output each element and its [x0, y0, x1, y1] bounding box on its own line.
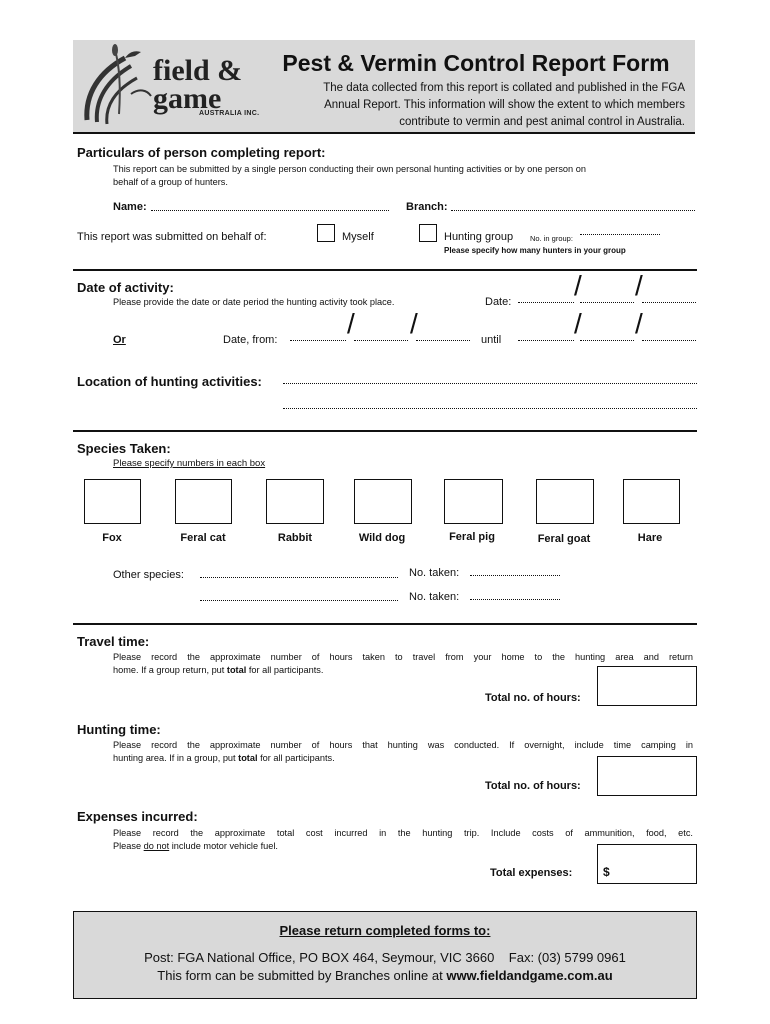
date-slash: /	[347, 308, 355, 339]
no-taken-label: No. taken:	[409, 591, 460, 603]
date-heading: Date of activity:	[77, 280, 174, 295]
date-slash: /	[574, 308, 582, 339]
intro-line: contribute to vermin and pest animal control in Australia.	[399, 116, 685, 128]
or-label: Or	[113, 334, 126, 346]
species-label-wild-dog: Wild dog	[358, 532, 406, 544]
desc-text: home. If a group return, put	[113, 665, 227, 675]
no-taken-field-2[interactable]	[470, 599, 560, 600]
fox-count-box[interactable]	[84, 479, 141, 524]
species-label-hare: Hare	[637, 532, 663, 544]
desc-text: hunting area. If in a group, put	[113, 753, 239, 763]
logo-text-australia: AUSTRALIA INC.	[199, 110, 260, 117]
other-species-field-2[interactable]	[200, 600, 398, 601]
travel-heading: Travel time:	[77, 634, 150, 649]
desc-text: for all participants.	[257, 753, 335, 763]
return-heading: Please return completed forms to:	[279, 923, 491, 938]
intro-line: Annual Report. This information will show the extent to which members	[324, 99, 685, 111]
form-title: Pest & Vermin Control Report Form	[282, 50, 670, 76]
other-species-field-1[interactable]	[200, 577, 398, 578]
group-hint: Please specify how many hunters in your group	[444, 246, 626, 255]
travel-hours-box[interactable]	[597, 666, 697, 706]
branch-field[interactable]	[451, 210, 695, 211]
date-label: Date:	[485, 296, 512, 308]
hunting-group-checkbox[interactable]	[419, 224, 437, 242]
desc-line: This report can be submitted by a single person conducting their own personal hunting activities or by one person on	[113, 164, 586, 174]
species-label-feral-cat: Feral cat	[180, 532, 226, 544]
date-slash: /	[635, 308, 643, 339]
location-heading: Location of hunting activities:	[77, 374, 262, 389]
from-year-field[interactable]	[416, 340, 470, 341]
form-header	[73, 40, 695, 134]
species-hint: Please specify numbers in each box	[113, 458, 266, 469]
until-label: until	[481, 334, 502, 346]
date-from-label: Date, from:	[223, 334, 278, 346]
expenses-box[interactable]	[597, 844, 697, 884]
desc-emphasis: total	[238, 753, 258, 763]
return-post-line: Post: FGA National Office, PO BOX 464, Seymour, VIC 3660 Fax: (03) 5799 0961	[144, 950, 626, 965]
no-in-group-label: No. in group:	[530, 234, 573, 243]
feral-goat-count-box[interactable]	[536, 479, 594, 524]
online-prefix: This form can be submitted by Branches online at	[157, 968, 447, 983]
form-intro	[263, 80, 685, 131]
currency-symbol: $	[603, 865, 610, 879]
intro-line: The data collected from this report is collated and published in the FGA	[323, 82, 685, 94]
species-label-fox: Fox	[102, 532, 122, 544]
date-month-field[interactable]	[580, 302, 634, 303]
name-field[interactable]	[151, 210, 389, 211]
feral-cat-count-box[interactable]	[175, 479, 232, 524]
hunting-hours-box[interactable]	[597, 756, 697, 796]
species-label-feral-goat: Feral goat	[537, 533, 591, 545]
logo-text-game: game	[153, 82, 222, 115]
section-divider	[73, 430, 697, 432]
fga-logo	[79, 44, 269, 128]
no-taken-label: No. taken:	[409, 567, 460, 579]
myself-checkbox[interactable]	[317, 224, 335, 242]
website-link[interactable]: www.fieldandgame.com.au	[446, 968, 613, 983]
location-field-2[interactable]	[283, 408, 697, 409]
until-month-field[interactable]	[580, 340, 634, 341]
species-label-rabbit: Rabbit	[277, 532, 313, 544]
no-taken-field-1[interactable]	[470, 575, 560, 576]
from-day-field[interactable]	[290, 340, 346, 341]
expenses-total-label: Total expenses:	[490, 867, 573, 879]
behalf-label: This report was submitted on behalf of:	[77, 231, 267, 243]
return-info-panel	[73, 911, 697, 999]
no-in-group-field[interactable]	[580, 234, 660, 235]
particulars-heading: Particulars of person completing report:	[77, 145, 326, 160]
desc-line: behalf of a group of hunters.	[113, 177, 228, 187]
desc-text: Please	[113, 841, 144, 851]
section-divider	[73, 269, 697, 271]
date-slash: /	[410, 308, 418, 339]
until-day-field[interactable]	[518, 340, 574, 341]
other-species-label: Other species:	[113, 569, 184, 581]
section-divider	[73, 623, 697, 625]
date-slash: /	[574, 270, 582, 301]
species-heading: Species Taken:	[77, 441, 171, 456]
rabbit-count-box[interactable]	[266, 479, 324, 524]
particulars-desc	[113, 163, 693, 189]
hare-count-box[interactable]	[623, 479, 680, 524]
from-month-field[interactable]	[354, 340, 408, 341]
desc-emphasis: do not	[143, 841, 170, 851]
desc-text: include motor vehicle fuel.	[169, 841, 278, 851]
desc-line: Please record the approximate total cost incurred in the hunting trip. Include costs of ammunition, food, etc.	[113, 828, 693, 838]
name-label: Name:	[113, 201, 147, 213]
travel-total-label: Total no. of hours:	[485, 692, 581, 704]
date-day-field[interactable]	[518, 302, 574, 303]
wild-dog-count-box[interactable]	[354, 479, 412, 524]
desc-text: for all participants.	[246, 665, 324, 675]
date-desc: Please provide the date or date period the hunting activity took place.	[113, 297, 395, 307]
desc-line: Please record the approximate number of hours taken to travel from your home to the hunting area and return	[113, 652, 693, 662]
hunting-total-label: Total no. of hours:	[485, 780, 581, 792]
date-year-field[interactable]	[642, 302, 696, 303]
date-slash: /	[635, 270, 643, 301]
logo-text-field: field &	[153, 54, 243, 87]
desc-line: Please record the approximate number of hours that hunting was conducted. If overnight, include time camping in	[113, 740, 693, 750]
species-label-feral-pig: Feral pig	[449, 531, 495, 543]
expenses-heading: Expenses incurred:	[77, 809, 198, 824]
location-field-1[interactable]	[283, 383, 697, 384]
myself-label: Myself	[342, 231, 374, 243]
feral-pig-count-box[interactable]	[444, 479, 503, 524]
desc-emphasis: total	[226, 665, 247, 675]
return-online-line	[74, 968, 696, 983]
hunting-group-label: Hunting group	[444, 231, 514, 243]
branch-label: Branch:	[406, 201, 448, 213]
hunting-heading: Hunting time:	[77, 722, 161, 737]
until-year-field[interactable]	[642, 340, 696, 341]
